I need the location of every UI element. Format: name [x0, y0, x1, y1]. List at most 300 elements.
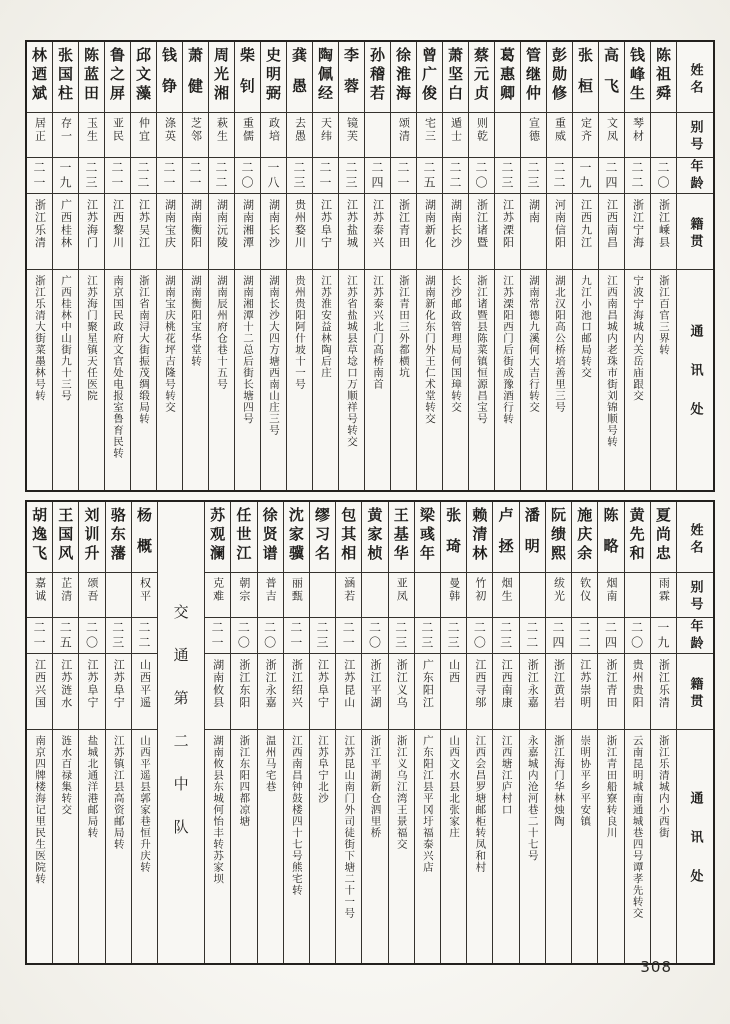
header-native-text: 籍贯: [687, 677, 703, 711]
person-native-place-text: 江西黎川: [111, 199, 125, 249]
person-native-place: [183, 193, 208, 269]
person-name: [389, 502, 414, 572]
person-alias-text: 钦仪: [578, 577, 592, 603]
person-alias: [235, 112, 260, 157]
person-name-text: 萧健: [186, 47, 204, 109]
person-alias: [53, 572, 78, 617]
person-address: [313, 269, 338, 490]
person-alias: [284, 572, 309, 617]
person-name: [547, 42, 572, 112]
person-alias-text: 芷清: [59, 577, 73, 603]
person-age: [520, 617, 545, 653]
person-name: [443, 42, 468, 112]
person-native-place: [209, 193, 234, 269]
person-column: [78, 42, 104, 490]
person-name: [493, 502, 518, 572]
person-age-text: 二三: [393, 620, 408, 651]
person-address-text: 江西南昌城内老珠市街刘锦顺号转: [606, 275, 618, 448]
person-native-place: [625, 653, 650, 729]
person-column: [230, 502, 256, 963]
person-alias: [157, 112, 182, 157]
person-address: [336, 729, 361, 963]
person-native-place-text: 浙江东阳: [237, 659, 251, 709]
person-name: [573, 42, 598, 112]
person-native-place: [651, 653, 676, 729]
person-native-place: [599, 193, 624, 269]
person-address: [389, 729, 414, 963]
person-address: [520, 729, 545, 963]
person-age-text: 二三: [315, 620, 330, 651]
person-name-text: 杨概: [134, 507, 153, 569]
person-native-place: [231, 653, 256, 729]
person-age-text: 二一: [396, 160, 410, 191]
person-age: [209, 157, 234, 193]
person-native-place-text: 江苏涟水: [59, 659, 73, 709]
person-alias: [261, 112, 286, 157]
person-column: [545, 502, 571, 963]
person-native-place: [493, 653, 518, 729]
person-age: [79, 157, 104, 193]
person-name: [598, 502, 623, 572]
person-address: [79, 269, 104, 490]
person-alias: [547, 112, 572, 157]
person-native-place: [284, 653, 309, 729]
person-age-text: 二一: [32, 160, 46, 191]
person-address: [443, 269, 468, 490]
person-column: [571, 502, 597, 963]
person-address-text: 浙江海门华林烛陶: [553, 735, 566, 827]
person-address: [467, 729, 492, 963]
person-address: [209, 269, 234, 490]
person-name: [546, 502, 571, 572]
person-name: [651, 42, 676, 112]
person-address-text: 江苏省盐城县草埝口万顺祥号转交: [346, 275, 358, 448]
person-age-text: 一八: [266, 160, 280, 191]
person-age: [599, 157, 624, 193]
person-alias-text: 玉生: [85, 117, 99, 143]
person-age-text: 二〇: [629, 620, 644, 651]
person-native-place: [651, 193, 676, 269]
person-name: [495, 42, 520, 112]
person-age-text: 二二: [448, 160, 462, 191]
person-age: [53, 157, 78, 193]
person-column: [257, 502, 283, 963]
person-name: [391, 42, 416, 112]
person-native-place: [415, 653, 440, 729]
person-native-place: [365, 193, 390, 269]
person-alias-text: 朝宗: [237, 577, 251, 603]
person-native-place-text: 江苏盐城: [345, 199, 359, 249]
person-age: [53, 617, 78, 653]
person-address-text: 江苏昆山南门外司徒街下塘二十一号: [343, 735, 356, 919]
person-age: [415, 617, 440, 653]
person-address-text: 江苏泰兴北门高桥南首: [372, 275, 384, 390]
person-native-place-text: 浙江诸暨: [475, 199, 489, 249]
person-address: [79, 729, 104, 963]
person-alias-text: 烟生: [500, 577, 514, 603]
person-address: [572, 729, 597, 963]
person-age: [625, 617, 650, 653]
person-column: [182, 42, 208, 490]
person-age-text: 二〇: [474, 160, 488, 191]
person-name-text: 蔡元贞: [472, 47, 490, 104]
person-address-text: 长沙邮政管理局何国璋转交: [450, 275, 462, 413]
person-age: [106, 617, 131, 653]
person-native-place-text: 湖南衡阳: [189, 199, 203, 249]
person-name-text: 王国风: [56, 507, 75, 564]
person-native-place-text: 江苏泰兴: [371, 199, 385, 249]
person-alias-text: 天纬: [319, 117, 333, 143]
header-alias: [677, 112, 713, 157]
person-native-place: [469, 193, 494, 269]
person-native-place: [287, 193, 312, 269]
person-age-text: 二二: [552, 160, 566, 191]
person-age: [598, 617, 623, 653]
header-age: [677, 157, 713, 193]
person-name-text: 胡逸飞: [30, 507, 49, 564]
person-alias: [598, 572, 623, 617]
person-address-text: 浙江诸暨县陈菜镇恒源昌宝号: [476, 275, 488, 425]
person-alias-text: 琴材: [631, 117, 645, 143]
person-column: [416, 42, 442, 490]
header-name: [677, 502, 713, 572]
person-address-text: 湖南长沙大四方塘西南山庄三号: [268, 275, 280, 436]
roster-table-bottom: [25, 500, 715, 965]
person-alias-text: 亚凤: [395, 577, 409, 603]
person-age-text: 二〇: [240, 160, 254, 191]
person-address: [598, 729, 623, 963]
person-alias-text: 芝邻: [189, 117, 203, 143]
person-name-text: 鲁之屏: [108, 47, 126, 104]
person-name: [651, 502, 676, 572]
person-address: [469, 269, 494, 490]
person-native-place: [79, 193, 104, 269]
person-native-place-text: 湖南沅陵: [215, 199, 229, 249]
person-age: [27, 617, 52, 653]
person-alias-text: 重儒: [241, 117, 255, 143]
person-alias-text: 绂光: [552, 577, 566, 603]
person-name-text: 夏尚忠: [653, 507, 672, 564]
person-native-place: [313, 193, 338, 269]
header-name-text: 姓名: [687, 62, 703, 97]
person-age: [183, 157, 208, 193]
header-contact-text: 通讯处: [687, 324, 703, 441]
person-column: [312, 42, 338, 490]
person-name-text: 苏观澜: [208, 507, 227, 564]
person-name-text: 林迺斌: [30, 47, 48, 104]
header-name-text: 姓名: [687, 522, 703, 557]
person-age: [287, 157, 312, 193]
person-column: [624, 42, 650, 490]
person-native-place-text: 湖南: [527, 199, 541, 224]
person-name-text: 孙稽若: [368, 47, 386, 104]
person-native-place-text: 江西九江: [579, 199, 593, 249]
person-address-text: 广西桂林中山街九十三号: [60, 275, 72, 402]
person-alias: [599, 112, 624, 157]
person-column: [27, 42, 52, 490]
person-alias-text: 嘉诚: [33, 577, 47, 603]
person-age: [443, 157, 468, 193]
person-address: [625, 729, 650, 963]
person-name: [599, 42, 624, 112]
person-native-place-text: 浙江宁海: [631, 199, 645, 249]
person-alias-text: 定齐: [579, 117, 593, 143]
person-name-text: 陈蓝田: [82, 47, 100, 104]
person-name-text: 施庆余: [575, 507, 594, 564]
person-native-place: [520, 653, 545, 729]
person-age-text: 二一: [110, 160, 124, 191]
person-name: [231, 502, 256, 572]
person-name: [417, 42, 442, 112]
person-name-text: 陈祖舜: [654, 47, 672, 104]
person-address: [27, 729, 52, 963]
person-name-text: 梁彧年: [417, 507, 436, 564]
person-name-text: 潘明: [522, 507, 541, 569]
person-name: [53, 42, 78, 112]
person-native-place-text: 湖南攸县: [211, 659, 225, 709]
person-native-place-text: 湖南宝庆: [163, 199, 177, 249]
person-native-place-text: 江苏昆山: [342, 659, 356, 709]
person-name-text: 李蓉: [342, 47, 360, 109]
person-native-place-text: 浙江青田: [397, 199, 411, 249]
person-column: [414, 502, 440, 963]
person-native-place-text: 广西桂林: [59, 199, 73, 249]
person-age: [79, 617, 104, 653]
person-age: [205, 617, 230, 653]
person-age: [336, 617, 361, 653]
person-alias-text: 权平: [138, 577, 152, 603]
person-address-text: 江苏镇江县高资邮局转: [112, 735, 125, 850]
squad-divider-label: [158, 502, 204, 963]
person-native-place: [495, 193, 520, 269]
roster-table-top: [25, 40, 715, 492]
header-age-text: 年龄: [687, 618, 703, 653]
person-age-text: 二五: [58, 620, 73, 651]
person-address-text: 浙江青田船寮转良川: [605, 735, 618, 839]
person-name-text: 骆东藩: [108, 507, 127, 564]
person-name-text: 陶佩经: [316, 47, 334, 104]
person-column: [338, 42, 364, 490]
person-native-place: [79, 653, 104, 729]
person-column: [650, 502, 676, 963]
person-age-text: 二三: [500, 160, 514, 191]
person-address: [441, 729, 466, 963]
person-native-place-text: 江苏溧阳: [501, 199, 515, 249]
person-name: [106, 502, 131, 572]
person-alias: [443, 112, 468, 157]
person-column: [390, 42, 416, 490]
person-address-text: 湖南衡阳宝华堂转: [190, 275, 202, 367]
person-native-place: [105, 193, 130, 269]
person-age: [261, 157, 286, 193]
person-name: [469, 42, 494, 112]
person-alias: [365, 112, 390, 157]
person-alias-text: 烟南: [604, 577, 618, 603]
person-name-text: 王基华: [391, 507, 410, 564]
person-name-text: 柴钊: [238, 47, 256, 109]
person-alias-text: 普吉: [264, 577, 278, 603]
person-age-text: 二二: [136, 620, 151, 651]
person-name: [27, 42, 52, 112]
person-native-place: [157, 193, 182, 269]
header-contact: [677, 269, 713, 490]
person-address: [651, 269, 676, 490]
person-native-place-text: 山西平遥: [138, 659, 152, 709]
person-native-place: [467, 653, 492, 729]
person-alias: [287, 112, 312, 157]
person-column: [78, 502, 104, 963]
person-native-place: [27, 653, 52, 729]
person-address: [339, 269, 364, 490]
person-native-place-text: 江苏阜宁: [112, 659, 126, 709]
person-age-text: 二一: [210, 620, 225, 651]
person-column: [309, 502, 335, 963]
person-alias: [625, 572, 650, 617]
person-age-text: 二三: [110, 620, 125, 651]
person-native-place-text: 浙江乐清: [33, 199, 47, 249]
person-age-text: 二一: [162, 160, 176, 191]
header-name: [677, 42, 713, 112]
person-alias: [546, 572, 571, 617]
person-alias: [520, 572, 545, 617]
person-name-text: 陈略: [601, 507, 620, 569]
header-native-text: 籍贯: [687, 217, 703, 251]
person-address-text: 宁波宁海城内关岳庙跟交: [632, 275, 644, 402]
person-alias-text: 仲宜: [137, 117, 151, 143]
person-name: [365, 42, 390, 112]
person-native-place: [106, 653, 131, 729]
person-name-text: 卢拯: [496, 507, 515, 569]
person-age: [391, 157, 416, 193]
person-name: [313, 42, 338, 112]
person-age: [27, 157, 52, 193]
person-address-text: 贵州贵阳阿什坡十一号: [294, 275, 306, 390]
person-address-text: 盐城北通洋港邮局转: [86, 735, 99, 839]
person-name: [209, 42, 234, 112]
person-name-text: 史明弼: [264, 47, 282, 104]
person-alias: [362, 572, 387, 617]
page-number: 308: [640, 958, 672, 976]
person-age: [469, 157, 494, 193]
person-native-place-text: 湖南新化: [423, 199, 437, 249]
person-age-text: 二一: [188, 160, 202, 191]
person-address: [599, 269, 624, 490]
person-name-text: 高飞: [602, 47, 620, 109]
person-age: [389, 617, 414, 653]
person-native-place: [417, 193, 442, 269]
person-address: [183, 269, 208, 490]
person-alias: [205, 572, 230, 617]
person-name: [310, 502, 335, 572]
person-address: [205, 729, 230, 963]
person-column: [234, 42, 260, 490]
person-native-place-text: 江苏阜宁: [316, 659, 330, 709]
person-age-text: 二二: [630, 160, 644, 191]
person-name: [572, 502, 597, 572]
person-address-text: 湖南辰州府仓巷十五号: [216, 275, 228, 390]
person-native-place: [573, 193, 598, 269]
person-native-place-text: 浙江乐清: [657, 659, 671, 709]
person-alias-text: 涵若: [342, 577, 356, 603]
person-name-text: 钱峰生: [628, 47, 646, 104]
person-column: [520, 42, 546, 490]
person-native-place-text: 江苏吴江: [137, 199, 151, 249]
person-address-text: 云南昆明城南通城巷四号谭孝先转交: [631, 735, 644, 919]
person-alias-text: 政培: [267, 117, 281, 143]
person-alias-text: 雨霖: [657, 577, 671, 603]
person-native-place: [132, 653, 157, 729]
person-age: [441, 617, 466, 653]
person-native-place: [547, 193, 572, 269]
person-alias: [521, 112, 546, 157]
person-native-place-text: 浙江平湖: [368, 659, 382, 709]
person-alias-text: 去愚: [293, 117, 307, 143]
person-native-place-text: 江西南康: [500, 659, 514, 709]
person-age: [235, 157, 260, 193]
header-native: [677, 193, 713, 269]
person-address-text: 湖南常德九溪何大吉行转交: [528, 275, 540, 413]
person-address: [105, 269, 130, 490]
person-alias: [183, 112, 208, 157]
person-age: [131, 157, 156, 193]
person-name-text: 葛惠卿: [498, 47, 516, 104]
person-address-text: 浙江乐清大街菜墨林号转: [34, 275, 46, 402]
squad-divider-text: 交通第二中队: [171, 603, 190, 862]
person-column: [204, 502, 230, 963]
person-address-text: 温州马宅巷: [264, 735, 277, 793]
person-column: [105, 502, 131, 963]
person-column: [361, 502, 387, 963]
person-name-text: 黄先和: [627, 507, 646, 564]
person-address-text: 江苏阜宁北沙: [317, 735, 330, 804]
person-alias: [495, 112, 520, 157]
person-age: [284, 617, 309, 653]
person-name-text: 管继仲: [524, 47, 542, 104]
person-native-place: [261, 193, 286, 269]
person-age: [365, 157, 390, 193]
person-column: [286, 42, 312, 490]
person-age-text: 二三: [419, 620, 434, 651]
person-name: [79, 42, 104, 112]
person-name: [258, 502, 283, 572]
person-alias-text: 宅三: [423, 117, 437, 143]
person-name: [520, 502, 545, 572]
person-native-place-text: 江西寻邬: [473, 659, 487, 709]
person-native-place-text: 贵州婺川: [293, 199, 307, 249]
person-alias: [313, 112, 338, 157]
header-age-text: 年龄: [687, 158, 703, 193]
header-age: [677, 617, 713, 653]
person-address-text: 湖南攸县东城何怡丰转苏家坝: [212, 735, 225, 885]
person-native-place: [53, 653, 78, 729]
person-address: [132, 729, 157, 963]
person-alias: [209, 112, 234, 157]
person-column: [260, 42, 286, 490]
person-age: [572, 617, 597, 653]
person-age-text: 一九: [578, 160, 592, 191]
person-age-text: 二〇: [472, 620, 487, 651]
person-alias-text: 居正: [33, 117, 47, 143]
person-alias-text: 宣德: [527, 117, 541, 143]
person-alias: [106, 572, 131, 617]
person-alias-text: 颂吾: [86, 577, 100, 603]
person-alias: [417, 112, 442, 157]
person-native-place: [131, 193, 156, 269]
person-alias: [105, 112, 130, 157]
person-address-text: 湖南宝庆桃花坪吉隆号转交: [164, 275, 176, 413]
person-name: [625, 502, 650, 572]
person-alias-text: 存一: [59, 117, 73, 143]
